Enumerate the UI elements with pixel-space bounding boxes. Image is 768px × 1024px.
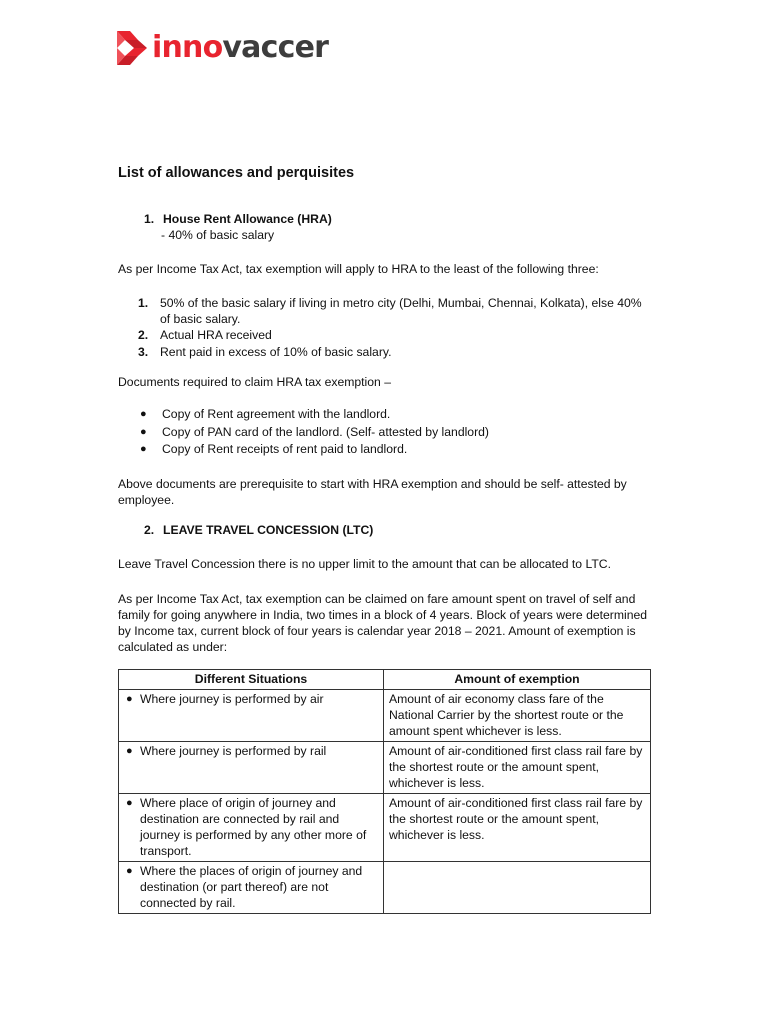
section-2-title: LEAVE TRAVEL CONCESSION (LTC): [163, 523, 374, 537]
table-row: [119, 862, 651, 914]
table-row: [119, 794, 651, 862]
bullet-icon: ●: [126, 797, 133, 809]
hra-rules-list: [138, 295, 648, 360]
list-item: [138, 327, 648, 344]
list-item: [140, 424, 640, 442]
bullet-icon: ●: [126, 693, 133, 705]
situation-text: Where journey is performed by rail: [140, 744, 327, 758]
section-1-title: House Rent Allowance (HRA): [163, 212, 332, 226]
list-item-number: 3.: [138, 345, 149, 359]
list-item: [140, 406, 640, 424]
section-1-heading: [144, 211, 332, 227]
section-1-number: 1.: [144, 212, 155, 226]
exemption-cell: Amount of air economy class fare of the National Carrier by the shortest route or the amount spent whichever is less.: [384, 690, 651, 742]
table-header-row: [119, 670, 651, 690]
documents-intro-paragraph: Documents required to claim HRA tax exemption –: [118, 375, 391, 389]
list-item: [138, 344, 648, 360]
situation-text: Where journey is performed by air: [140, 692, 324, 706]
situation-text: Where place of origin of journey and destination are connected by rail and journey is performed by any other more of transport.: [140, 796, 367, 858]
innovaccer-logo: [117, 29, 328, 67]
section-2-heading: [144, 522, 373, 538]
table-row: [119, 742, 651, 794]
list-item: [140, 441, 640, 459]
list-item-text: 50% of the basic salary if living in metro city (Delhi, Mumbai, Chennai, Kolkata), else 40% of basic salary.: [160, 296, 642, 326]
situation-cell: [119, 742, 384, 794]
column-header-exemption: Amount of exemption: [384, 670, 651, 690]
logo-wordmark-vaccer: vaccer: [222, 30, 329, 65]
list-item-text: Copy of Rent agreement with the landlord.: [162, 407, 391, 421]
logo-wordmark: [152, 29, 328, 67]
column-header-situations: Different Situations: [119, 670, 384, 690]
hra-intro-paragraph: As per Income Tax Act, tax exemption will apply to HRA to the least of the following three:: [118, 262, 599, 276]
list-item-text: Copy of Rent receipts of rent paid to landlord.: [162, 442, 408, 456]
bullet-icon: ●: [140, 408, 147, 420]
list-item-text: Rent paid in excess of 10% of basic salary.: [160, 345, 392, 359]
exemption-cell: [384, 862, 651, 914]
bullet-icon: ●: [140, 443, 147, 455]
list-item-number: 2.: [138, 328, 149, 342]
documents-list: [140, 406, 640, 459]
bullet-icon: ●: [126, 865, 133, 877]
list-item-text: Copy of PAN card of the landlord. (Self- attested by landlord): [162, 424, 489, 439]
bullet-icon: ●: [140, 425, 147, 438]
ltc-rules-paragraph: As per Income Tax Act, tax exemption can be claimed on fare amount spent on travel of self and family for going anywhere in India, two times in a block of 4 years. Block of years were determined by Income tax, current block of four years is calendar year 2018 – 2021. Amount of exemption is calculated as under:: [118, 592, 648, 654]
section-1-subtext: - 40% of basic salary: [161, 228, 275, 242]
situation-text: Where the places of origin of journey and destination (or part thereof) are not connected by rail.: [140, 864, 363, 910]
list-item: [138, 295, 648, 327]
table-row: [119, 690, 651, 742]
logo-wordmark-inno: inno: [152, 30, 223, 65]
exemption-cell: Amount of air-conditioned first class rail fare by the shortest route or the amount spent, whichever is less.: [384, 742, 651, 794]
situation-cell: [119, 794, 384, 862]
innovaccer-logo-mark-icon: [117, 31, 147, 65]
bullet-icon: ●: [126, 745, 133, 757]
exemption-cell: Amount of air-conditioned first class rail fare by the shortest route or the amount spent, whichever is less.: [384, 794, 651, 862]
ltc-limit-paragraph: Leave Travel Concession there is no upper limit to the amount that can be allocated to LTC.: [118, 557, 611, 571]
documents-note-paragraph: Above documents are prerequisite to start with HRA exemption and should be self- attested by employee.: [118, 477, 627, 507]
ltc-exemption-table: [118, 669, 651, 914]
list-item-text: Actual HRA received: [160, 328, 272, 342]
section-2-number: 2.: [144, 523, 155, 537]
list-item-number: 1.: [138, 296, 149, 310]
situation-cell: [119, 862, 384, 914]
page-title: List of allowances and perquisites: [118, 165, 355, 181]
situation-cell: [119, 690, 384, 742]
